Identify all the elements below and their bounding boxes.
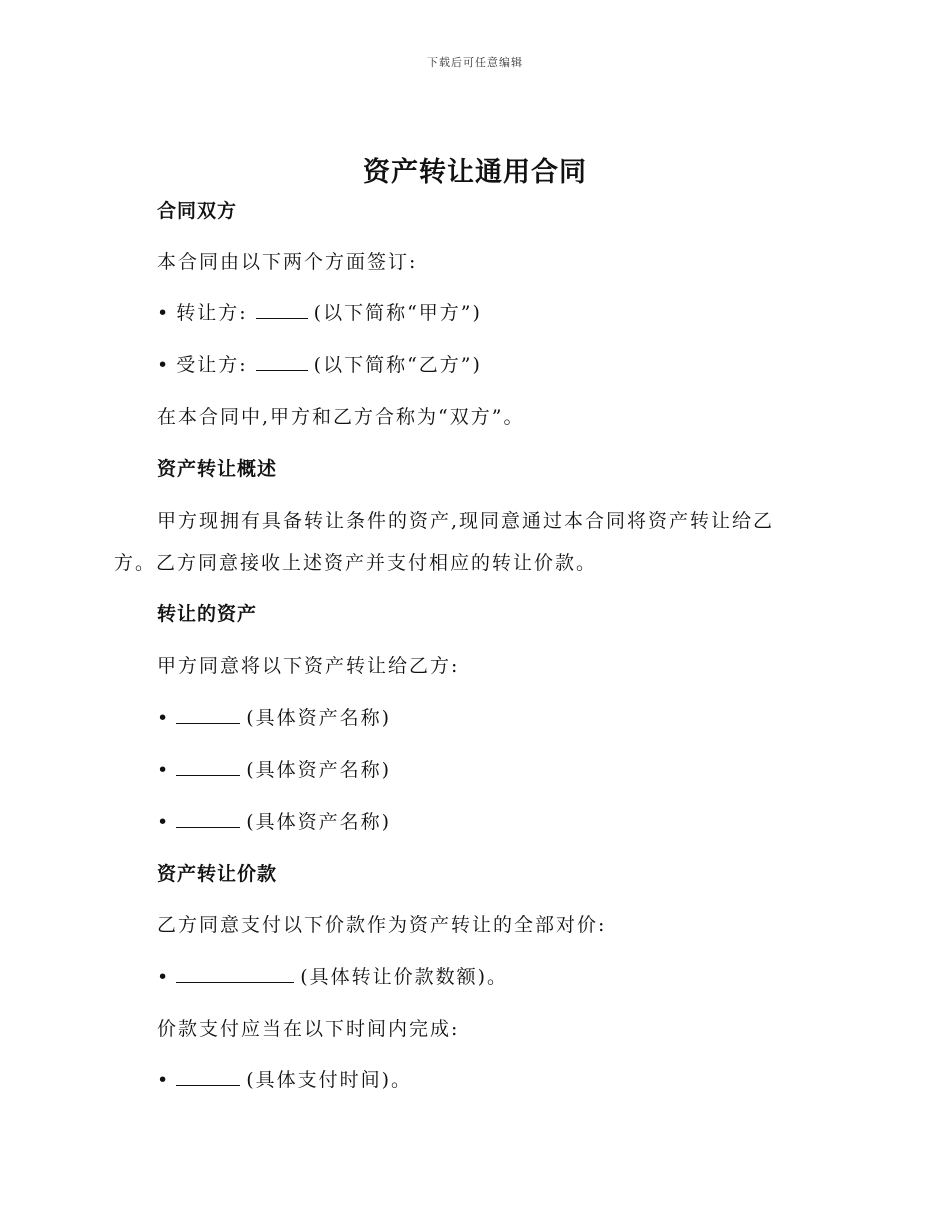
section-heading-overview: 资产转让概述 (157, 458, 278, 480)
document-title: 资产转让通用合同 (363, 157, 587, 188)
asset-blank (176, 757, 240, 776)
asset-blank (176, 705, 240, 724)
section-heading-assets: 转让的资产 (157, 603, 258, 625)
transferee-blank (256, 352, 308, 371)
asset-item (157, 757, 391, 783)
payment-intro: 价款支付应当在以下时间内完成: (157, 1018, 460, 1040)
bullet: • (157, 707, 171, 729)
parties-closing: 在本合同中,甲方和乙方合称为“双方”。 (157, 406, 525, 428)
bullet: • (157, 759, 171, 781)
price-intro: 乙方同意支付以下价款作为资产转让的全部对价: (157, 914, 607, 936)
parties-intro: 本合同由以下两个方面签订: (157, 251, 418, 273)
price-amount-item (157, 964, 508, 990)
asset-item-label: (具体资产名称) (246, 811, 392, 833)
section-heading-parties: 合同双方 (157, 200, 238, 222)
bullet: • (157, 302, 171, 324)
transferee-label: 受让方: (176, 354, 248, 376)
asset-blank (176, 809, 240, 828)
asset-item (157, 705, 391, 731)
asset-item-label: (具体资产名称) (246, 759, 392, 781)
price-amount-blank (176, 964, 294, 983)
transferor-label: 转让方: (176, 302, 248, 324)
transferor-line (157, 300, 482, 326)
asset-item (157, 809, 391, 835)
bullet: • (157, 811, 171, 833)
section-heading-price: 资产转让价款 (157, 863, 278, 885)
bullet: • (157, 966, 171, 988)
payment-time-blank (176, 1067, 240, 1086)
overview-paragraph: 甲方现拥有具备转让条件的资产,现同意通过本合同将资产转让给乙方。乙方同意接收上述资产并支付相应的转让价款。 (114, 510, 775, 574)
transferee-line (157, 352, 482, 378)
payment-time-label: (具体支付时间)。 (246, 1069, 413, 1091)
bullet: • (157, 354, 171, 376)
payment-time-item (157, 1067, 412, 1093)
price-amount-label: (具体转让价款数额)。 (300, 966, 509, 988)
transferee-suffix: (以下简称“乙方”) (313, 354, 482, 376)
assets-intro: 甲方同意将以下资产转让给乙方: (157, 655, 460, 677)
header-note: 下载后可任意编辑 (427, 56, 523, 69)
transferor-blank (256, 300, 308, 319)
transferor-suffix: (以下简称“甲方”) (313, 302, 482, 324)
asset-item-label: (具体资产名称) (246, 707, 392, 729)
bullet: • (157, 1069, 171, 1091)
